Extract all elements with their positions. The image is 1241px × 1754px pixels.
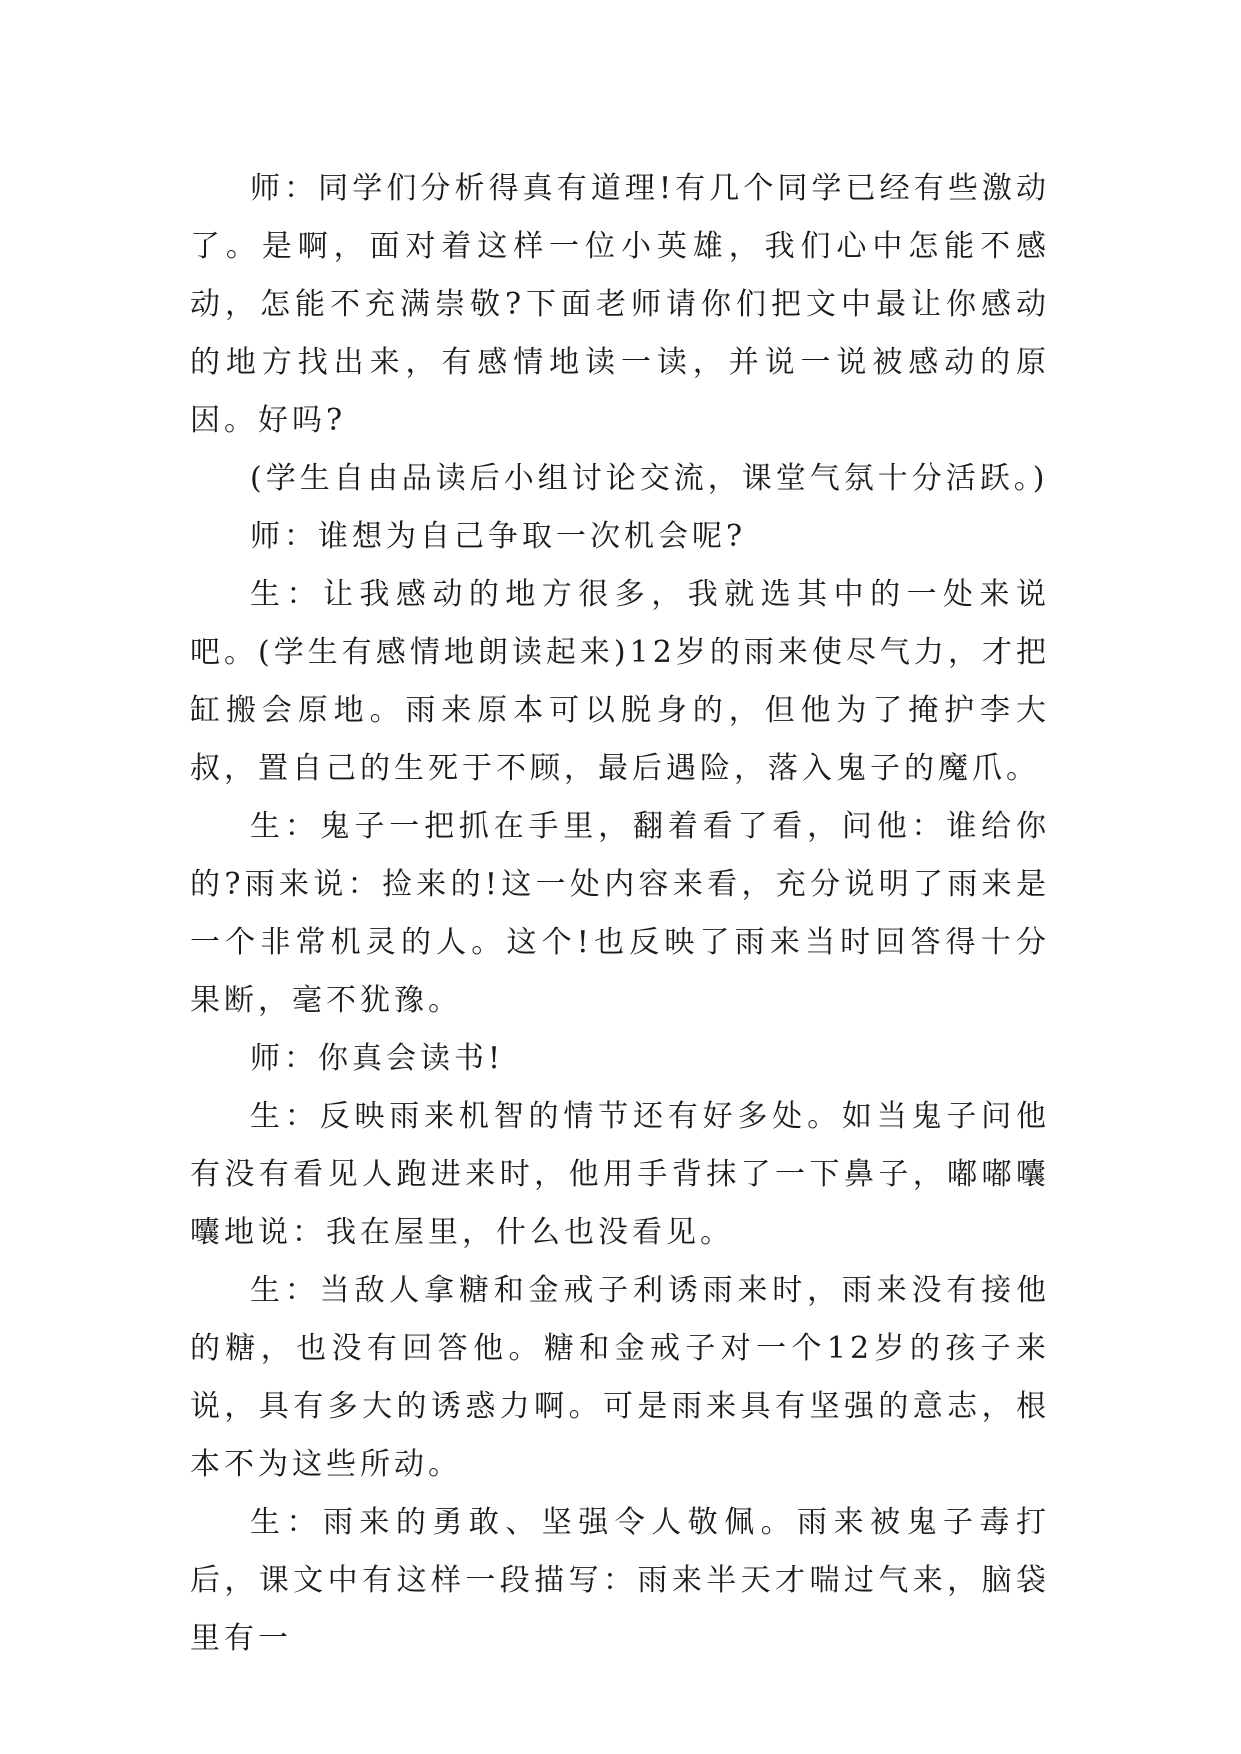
document-body: [190, 160, 1050, 1668]
paragraph: 师：你真会读书!: [250, 1041, 505, 1076]
paragraph: 生：当敌人拿糖和金戒子利诱雨来时，雨来没有接他的糖，也没有回答他。糖和金戒子对一个12岁的孩子来说，具有多大的诱惑力啊。可是雨来具有坚强的意志，根本不为这些所动。: [190, 1273, 1050, 1482]
paragraph: 生：鬼子一把抓在手里，翻着看了看，问他：谁给你的?雨来说：捡来的!这一处内容来看，充分说明了雨来是一个非常机灵的人。这个!也反映了雨来当时回答得十分果断，毫不犹豫。: [190, 809, 1050, 1018]
paragraph: (学生自由品读后小组讨论交流，课堂气氛十分活跃。): [250, 461, 1049, 496]
paragraph: 生：反映雨来机智的情节还有好多处。如当鬼子问他有没有看见人跑进来时，他用手背抹了一下鼻子，嘟嘟囔囔地说：我在屋里，什么也没看见。: [190, 1099, 1050, 1250]
paragraph: 师：同学们分析得真有道理!有几个同学已经有些激动了。是啊，面对着这样一位小英雄，我们心中怎能不感动，怎能不充满崇敬?下面老师请你们把文中最让你感动的地方找出来，有感情地读一读，并说一说被感动的原因。好吗?: [190, 171, 1050, 438]
paragraph: 生：让我感动的地方很多，我就选其中的一处来说吧。(学生有感情地朗读起来)12岁的雨来使尽气力，才把缸搬会原地。雨来原本可以脱身的，但他为了掩护李大叔，置自己的生死于不顾，最后遇险，落入鬼子的魔爪。: [190, 577, 1050, 786]
paragraph: 师：谁想为自己争取一次机会呢?: [250, 519, 747, 554]
paragraph: 生：雨来的勇敢、坚强令人敬佩。雨来被鬼子毒打后，课文中有这样一段描写：雨来半天才喘过气来，脑袋里有一: [190, 1505, 1050, 1656]
